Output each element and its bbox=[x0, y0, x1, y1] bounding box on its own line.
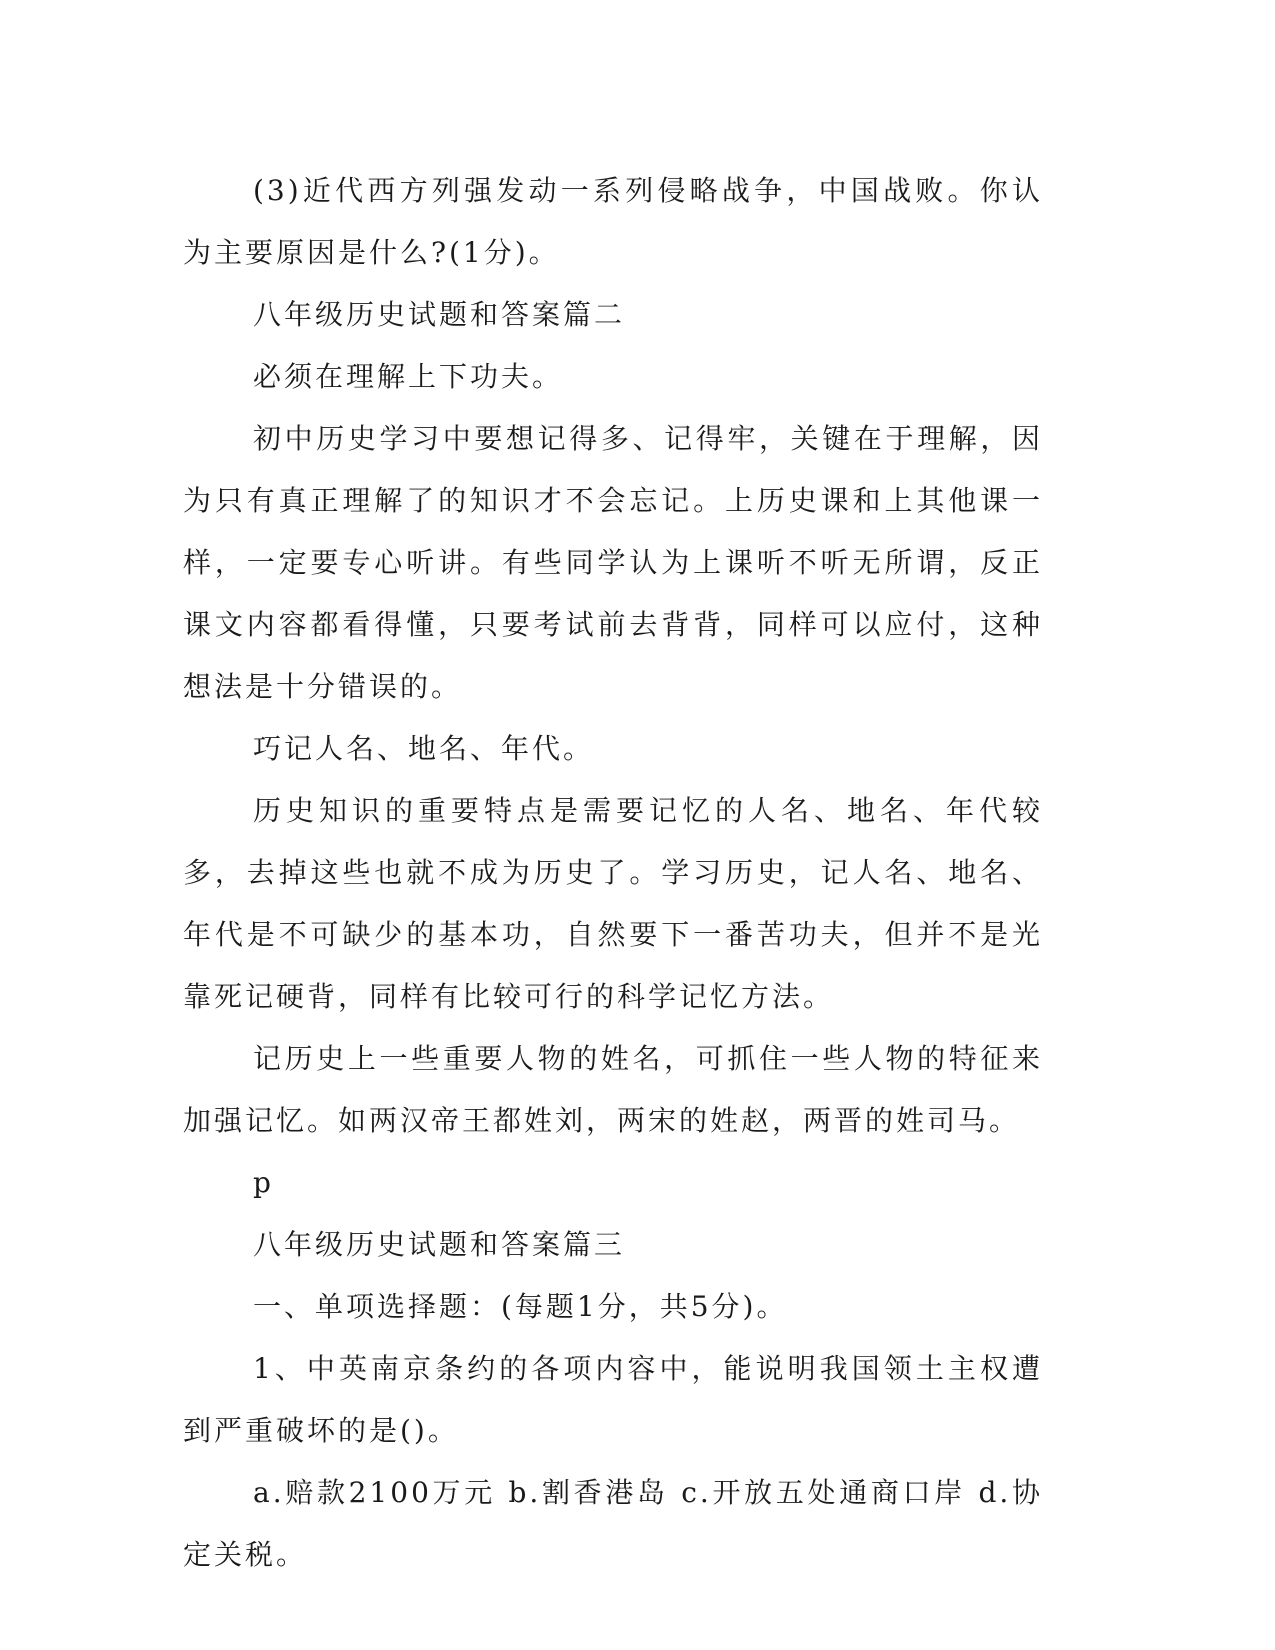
paragraph-question-1: 1、中英南京条约的各项内容中，能说明我国领土主权遭到严重破坏的是()。 bbox=[183, 1352, 1043, 1447]
paragraph-memory-heading: 巧记人名、地名、年代。 bbox=[253, 732, 595, 765]
paragraph-question-3: (3)近代西方列强发动一系列侵略战争，中国战败。你认为主要原因是什么?(1分)。 bbox=[183, 174, 1043, 269]
document-body bbox=[183, 160, 1043, 1586]
paragraph-understanding-heading: 必须在理解上下功夫。 bbox=[253, 360, 564, 393]
section-heading-part-3: 八年级历史试题和答案篇三 bbox=[253, 1228, 626, 1261]
paragraph-names-body: 记历史上一些重要人物的姓名，可抓住一些人物的特征来加强记忆。如两汉帝王都姓刘，两宋的姓赵，两晋的姓司马。 bbox=[183, 1042, 1043, 1137]
paragraph-question-1-options: a.赔款2100万元 b.割香港岛 c.开放五处通商口岸 d.协定关税。 bbox=[183, 1476, 1043, 1571]
paragraph-stray-p: p bbox=[253, 1166, 274, 1199]
paragraph-understanding-body: 初中历史学习中要想记得多、记得牢，关键在于理解，因为只有真正理解了的知识才不会忘记。上历史课和上其他课一样，一定要专心听讲。有些同学认为上课听不听无所谓，反正课文内容都看得懂，只要考试前去背背，同样可以应付，这种想法是十分错误的。 bbox=[183, 422, 1043, 703]
paragraph-memory-body: 历史知识的重要特点是需要记忆的人名、地名、年代较多，去掉这些也就不成为历史了。学习历史，记人名、地名、年代是不可缺少的基本功，自然要下一番苦功夫，但并不是光靠死记硬背，同样有比较可行的科学记忆方法。 bbox=[183, 794, 1043, 1013]
section-heading-part-2: 八年级历史试题和答案篇二 bbox=[253, 298, 626, 331]
paragraph-single-choice-heading: 一、单项选择题：(每题1分，共5分)。 bbox=[253, 1290, 788, 1323]
